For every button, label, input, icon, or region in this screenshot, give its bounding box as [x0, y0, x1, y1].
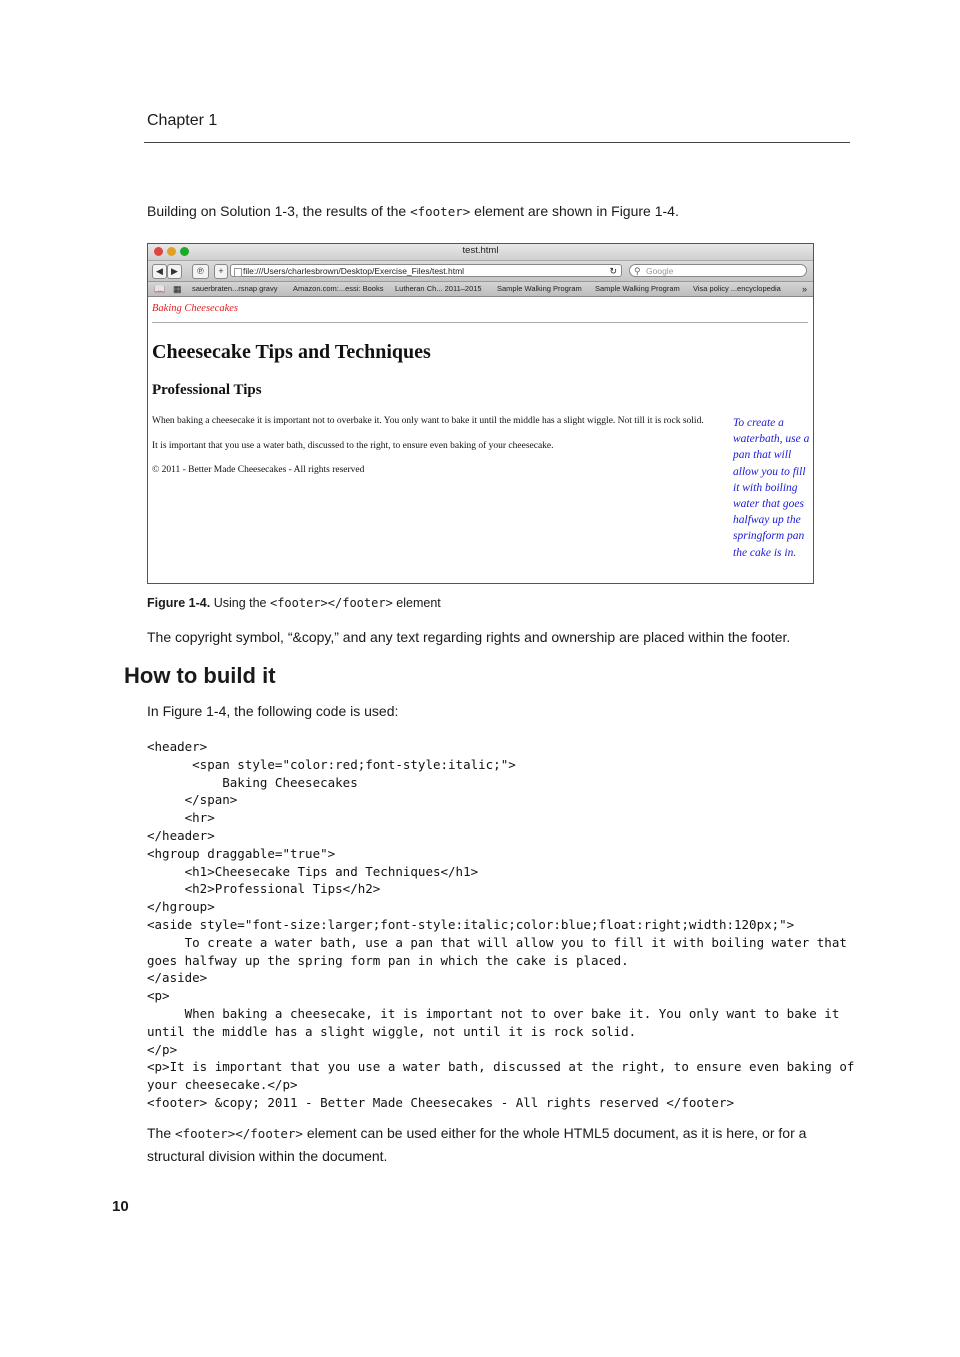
intro-code: <footer> — [410, 204, 471, 219]
page-header-rule — [152, 322, 808, 323]
page-paragraph-1: When baking a cheesecake it is important not to overbake it. You only want to bake it until the middle has a slight wiggle. Not till it is rock solid. — [152, 416, 704, 426]
figure-caption — [147, 596, 441, 610]
page-paragraph-2: It is important that you use a water bath, discussed to the right, to ensure even baking of your cheesecake. — [152, 441, 554, 451]
code-listing: <header> <span style="color:red;font-style:italic;"> Baking Cheesecakes </span> <hr> </header> <hgroup draggable="true"> <h1>Cheesecake Tips and Techniques</h1> <h2>Professional Tips</h2> </hgroup> <aside style="font-size:larger;font-style:italic;color:blue;float:right;width:120px;"> To create a water bath, use a pan that will allow you to fill it with boiling water that goes halfway up the spring form pan in which the cake is placed. </aside> <p> When baking a cheesecake, it is important not to over bake it. You only want to bake it until the middle has a slight wiggle, not until it is rock solid. </p> <p>It is important that you use a water bath, discussed at the right, to ensure even baking of your cheesecake.</p> <footer> &copy; 2011 - Better Made Cheesecakes - All rights reserved </footer> — [147, 739, 855, 1110]
browser-toolbar — [148, 261, 813, 282]
chapter-heading: Chapter 1 — [147, 112, 218, 129]
figure-text-before: Using the — [210, 596, 270, 610]
intro-text-before: Building on Solution 1-3, the results of the — [147, 203, 411, 219]
top-sites-grid-icon[interactable]: ▦ — [173, 284, 182, 294]
forward-arrow-icon[interactable]: ▶ — [167, 264, 182, 279]
page-header-text: Baking Cheesecakes — [152, 303, 239, 314]
search-field[interactable] — [629, 264, 807, 277]
browser-window-figure — [147, 243, 814, 584]
reload-icon[interactable]: ↻ — [609, 266, 617, 276]
figure-code: <footer></footer> — [269, 596, 393, 610]
bookmark-item[interactable]: Sample Walking Program — [595, 284, 680, 293]
search-placeholder: Google — [646, 266, 674, 276]
page-aside: To create a waterbath, use a pan that will allow you to fill it with boiling water that goes halfway up the springform pan the cake is in. — [733, 417, 810, 559]
bookmarks-bar — [148, 282, 813, 297]
closing-paragraph — [147, 1122, 827, 1167]
reader-icon[interactable]: ℗ — [192, 264, 209, 279]
closing-text-after: element can be used either for the whole HTML5 document, as it is here, or for a structural division within the document. — [147, 1125, 807, 1164]
search-icon: ⚲ — [634, 266, 641, 276]
bookmark-item[interactable]: Lutheran Ch... 2011–2015 — [395, 284, 482, 293]
header-rule — [144, 142, 850, 143]
section-heading: How to build it — [124, 663, 276, 688]
page-h2: Professional Tips — [152, 382, 262, 398]
code-intro: In Figure 1-4, the following code is used: — [147, 703, 399, 719]
page-footer: © 2011 - Better Made Cheesecakes - All rights reserved — [152, 465, 365, 475]
window-titlebar — [148, 244, 813, 261]
window-title: test.html — [462, 245, 499, 256]
closing-code: <footer></footer> — [175, 1126, 303, 1141]
address-url: file:///Users/charlesbrown/Desktop/Exercise_Files/test.html — [243, 266, 465, 276]
bookmark-item[interactable]: Amazon.com:...essi: Books — [293, 284, 384, 293]
browser-page-content — [148, 297, 813, 583]
intro-paragraph — [147, 200, 827, 223]
address-bar[interactable] — [230, 264, 622, 277]
page-h1: Cheesecake Tips and Techniques — [152, 341, 431, 363]
intro-text-after: element are shown in Figure 1-4. — [470, 203, 679, 219]
bookmark-item[interactable]: Visa policy ...encyclopedia — [693, 284, 781, 293]
copyright-paragraph: The copyright symbol, “&copy,” and any text regarding rights and ownership are placed within the footer. — [147, 629, 791, 645]
figure-label: Figure 1-4. — [147, 596, 211, 610]
bookmark-item[interactable]: sauerbraten...rsnap gravy — [192, 284, 278, 293]
back-arrow-icon[interactable]: ◀ — [152, 264, 167, 279]
page-number: 10 — [112, 1198, 129, 1215]
closing-text-before: The — [147, 1125, 176, 1141]
bookmark-item[interactable]: Sample Walking Program — [497, 284, 582, 293]
add-bookmark-icon[interactable]: + — [214, 264, 228, 279]
bookmarks-book-icon[interactable]: 📖 — [154, 284, 166, 294]
figure-text-after: element — [392, 596, 441, 610]
bookmarks-overflow-icon[interactable]: » — [802, 284, 808, 294]
page-icon — [234, 268, 242, 277]
